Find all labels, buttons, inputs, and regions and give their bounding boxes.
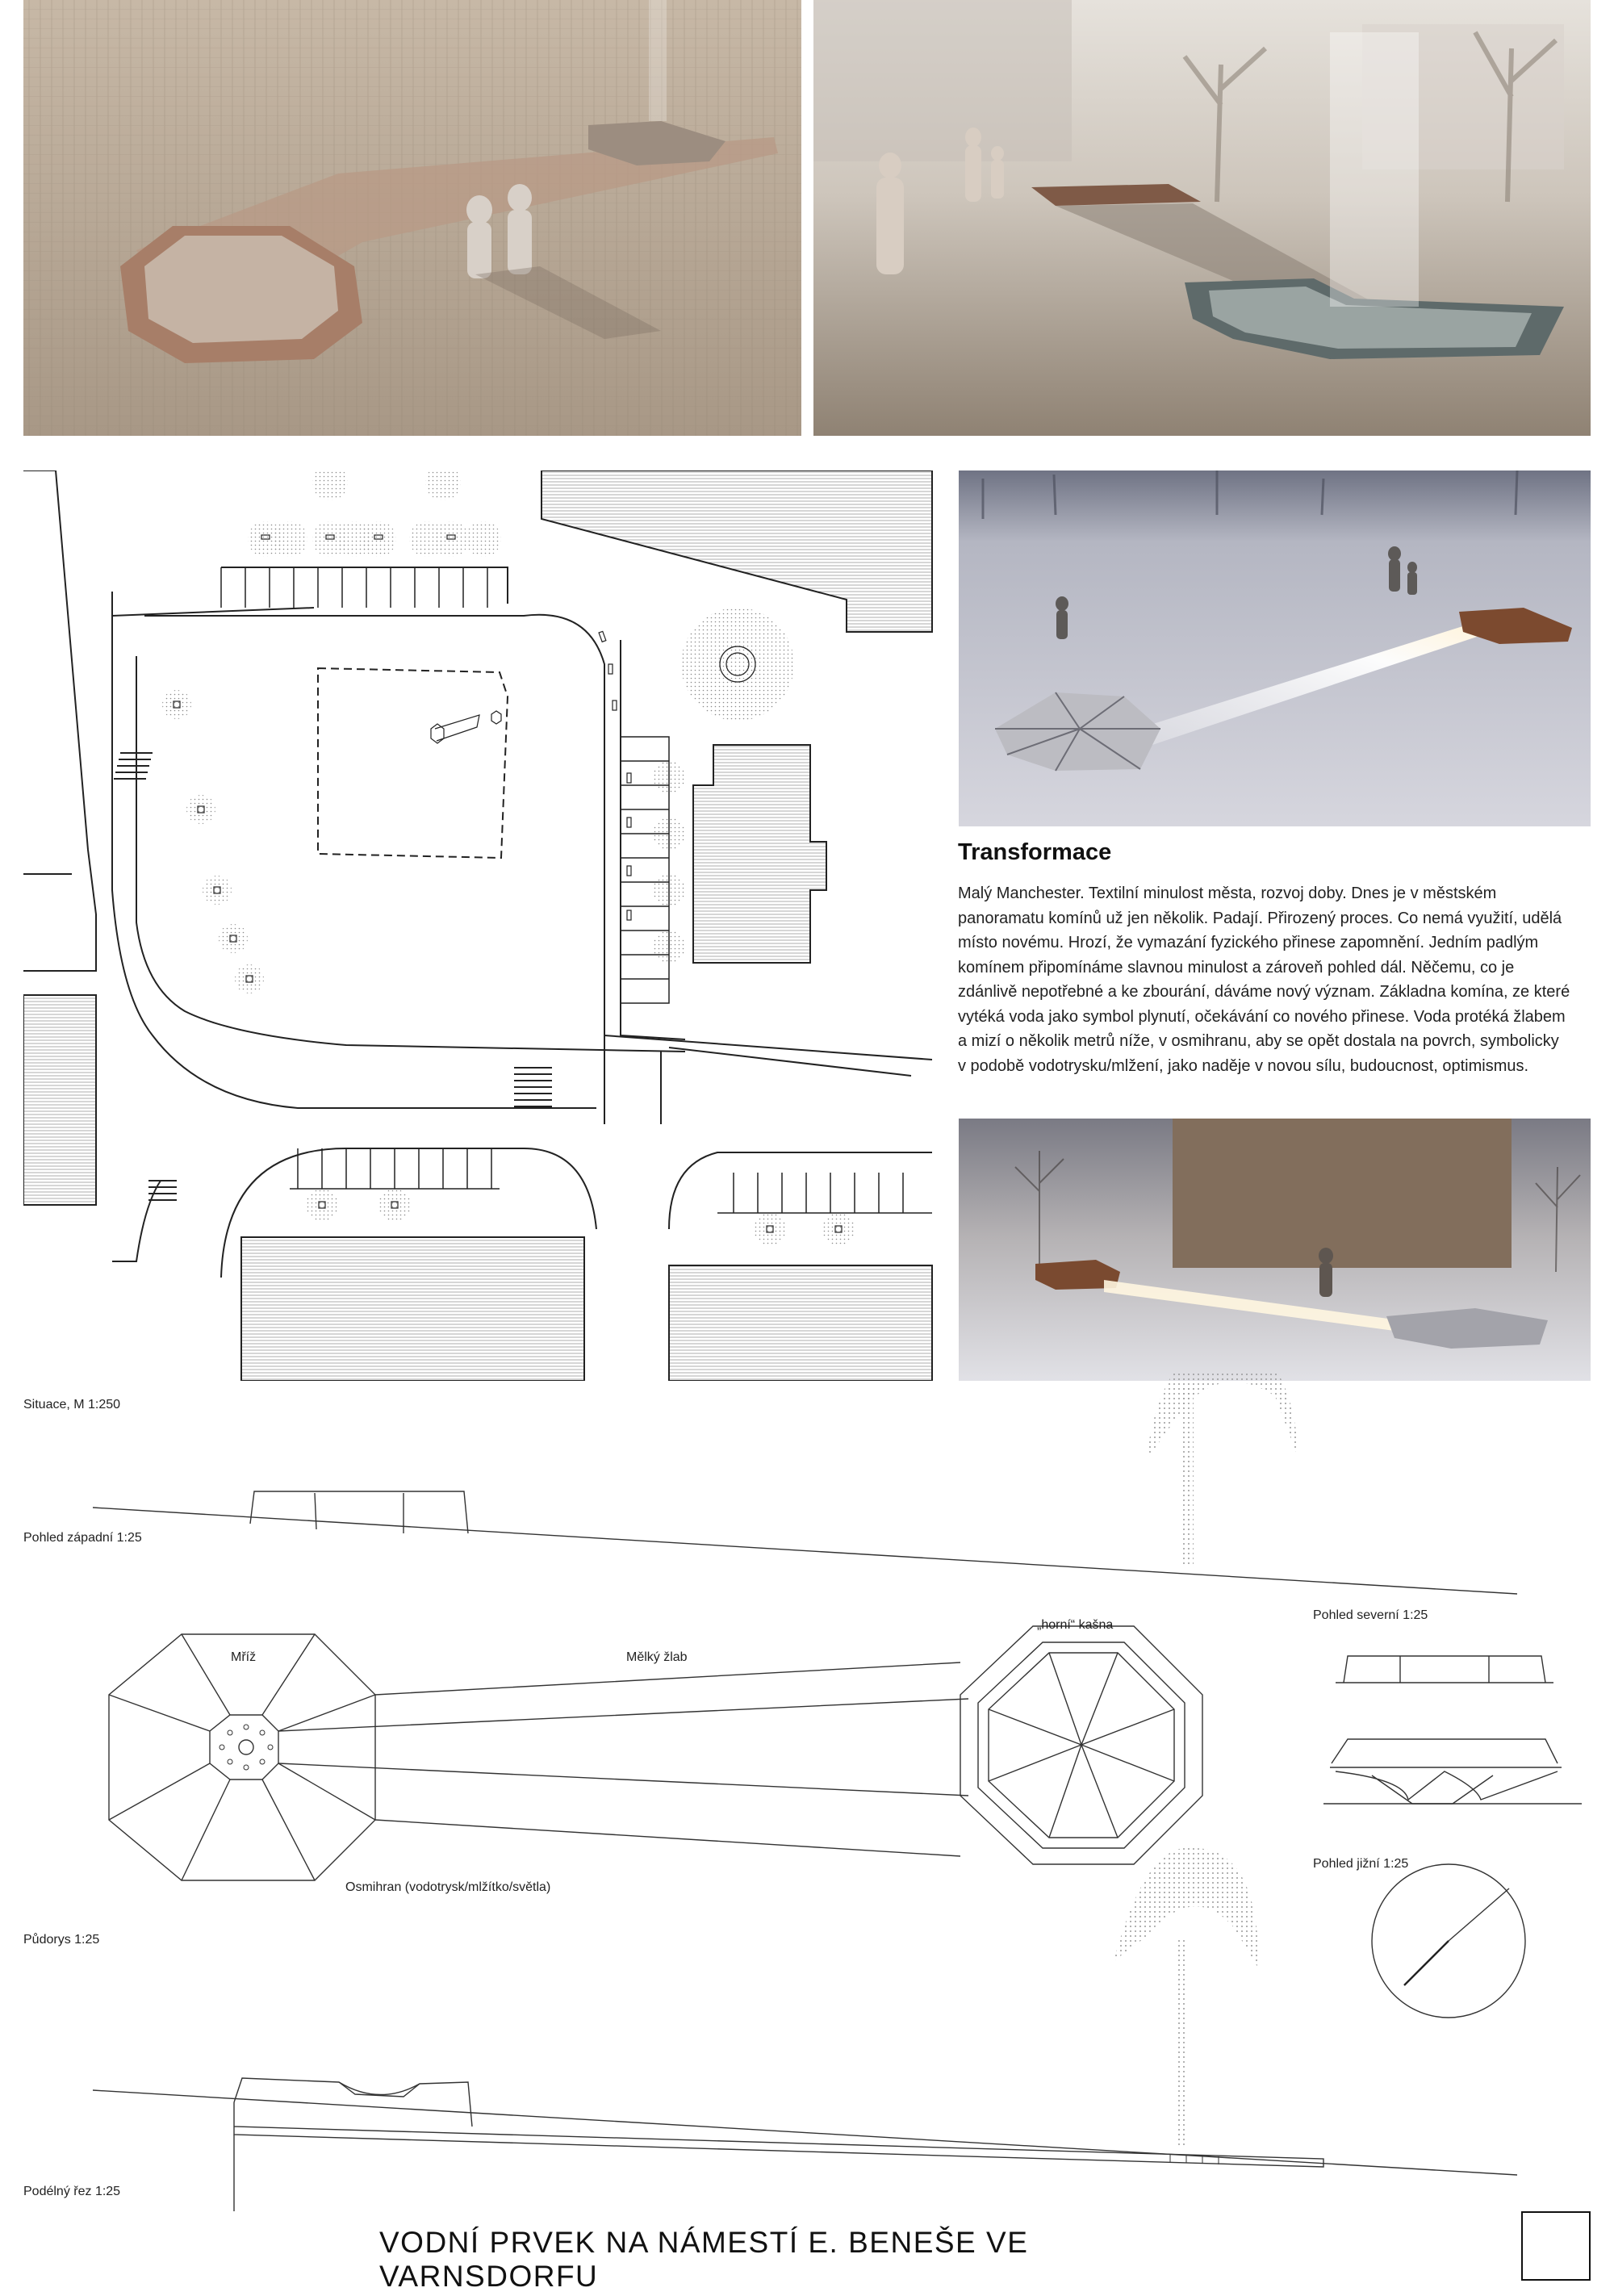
label-podelny-rez: Podélný řez 1:25 <box>23 2185 121 2198</box>
render-winter-dusk-view <box>959 1119 1591 1381</box>
label-pudorys: Půdorys 1:25 <box>23 1933 100 1947</box>
section-heading: Transformace <box>958 839 1112 865</box>
label-situace: Situace, M 1:250 <box>23 1398 121 1411</box>
technical-drawings <box>0 1372 1614 2211</box>
site-plan-drawing <box>23 470 935 1381</box>
mist-spray-west <box>1146 1372 1299 1566</box>
label-pohled-zapadni: Pohled západní 1:25 <box>23 1531 142 1545</box>
west-elevation-ground <box>93 1508 1517 1594</box>
annotation-melky-zlab: Mělký žlab <box>626 1650 688 1664</box>
annotation-mriz: Mříž <box>231 1650 257 1664</box>
concept-text: Malý Manchester. Textilní minulost města, rozvoj doby. Dnes je v městském panoramatu komínů už jen několik. Padají. Přirozený proces. Co nemá využití, udělá místo novému. Hrozí, že vymazání fyzického přinese zapomnění. Jedním padlým komínem připomínáme slavnou minulost a zároveň pohled dál. Něčemu, co je zdánlivě nepotřebné a ke zbourání, dáváme nový význam. Základna komína, ze které vytéká voda jako symbol plynutí, očekávání co nového přinese. Voda protéká žlabem a mizí o několik metrů níže, v osmihranu, aby se opět dostala na povrch, symbolicky v podobě vodotrysku/mlžení, jako naděje v novou sílu, budoucnost, optimismus. <box>958 885 1570 1075</box>
render-summer-top-view <box>23 0 801 436</box>
label-pohled-jizni: Pohled jižní 1:25 <box>1313 1857 1409 1871</box>
label-pohled-severni: Pohled severní 1:25 <box>1313 1608 1428 1622</box>
annotation-osmihran: Osmihran (vodotrysk/mlžítko/světla) <box>345 1880 551 1894</box>
project-title: VODNÍ PRVEK NA NÁMESTÍ E. BENEŠE VE VARNSDORFU <box>379 2226 1029 2293</box>
annotation-horni-kasna: „horní“ kašna <box>1037 1618 1114 1632</box>
mist-spray-section <box>1114 1847 1259 2147</box>
octagon-grate-plan <box>109 1634 375 1880</box>
render-summer-mist-view <box>813 0 1591 436</box>
render-winter-light-view <box>959 470 1591 826</box>
title-block-box <box>1521 2211 1591 2281</box>
